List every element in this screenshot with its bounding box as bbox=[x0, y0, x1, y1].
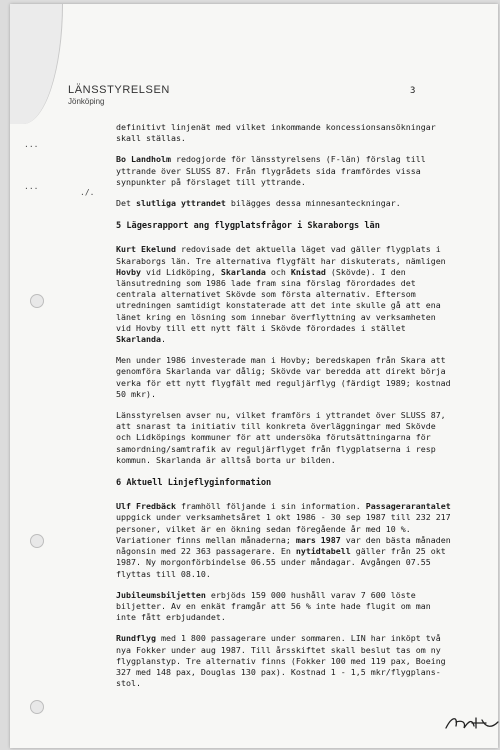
bold-term: mars 1987 bbox=[295, 534, 341, 545]
paragraph-final-statement bbox=[116, 198, 451, 209]
section-5-paragraph-2: Men under 1986 investerade man i Hovby; beredskapen från Skara att genomföra Skarlanda var dålig; Skövde var beredda att direkt börja verka för ett nytt flygfält med reguljärflyg (färdigt 1989; kostnad 50 mkr). bbox=[116, 355, 451, 399]
margin-dots: ... bbox=[24, 140, 39, 149]
text-span: framhöll följande i sin information. bbox=[175, 501, 366, 512]
margin-dots: ... bbox=[24, 182, 39, 191]
text-span: redovisade det aktuella läget vad gäller flygplats i Skaraborgs län. Tre alternativa flygfält har diskuterats, nämligen bbox=[116, 244, 446, 266]
punch-hole bbox=[30, 294, 44, 308]
text-span: var den bästa månaden någonsin med 22 363 passagerare. En bbox=[116, 534, 451, 557]
person-name: Ulf Fredbäck bbox=[116, 501, 176, 512]
bold-term: Hovby bbox=[116, 266, 141, 277]
punch-hole bbox=[30, 534, 44, 548]
folded-corner bbox=[10, 4, 63, 124]
paragraph-landholm bbox=[116, 154, 451, 188]
paragraph-intro: definitivt linjenät med vilket inkommande koncessionsansökningar skall ställas. bbox=[116, 122, 436, 144]
organization-location: Jönköping bbox=[68, 97, 105, 106]
person-name: Bo Landholm bbox=[116, 154, 171, 165]
section-5-heading: 5 Lägesrapport ang flygplatsfrågor i Skaraborgs län bbox=[116, 221, 380, 232]
text-span: Det bbox=[116, 198, 136, 209]
paragraph-text: erbjöds 159 000 hushåll varav 7 600 löste biljetter. Av en enkät framgår att 56 % inte hade flugit om man inte fått erbjudandet. bbox=[116, 589, 431, 623]
section-6-paragraph-3 bbox=[116, 633, 451, 689]
section-6-paragraph-2 bbox=[116, 590, 451, 624]
paragraph-text: redogjorde för länsstyrelsens (F-län) förslag till yttrande över SLUSS 87. Från flygrådets sida framfördes vissa synpunkter på förslaget till yttrande. bbox=[116, 154, 426, 187]
text-span: bilägges dessa minnesanteckningar. bbox=[225, 198, 401, 209]
bold-term: Jubileumsbiljetten bbox=[116, 589, 206, 600]
text-span: och bbox=[265, 266, 291, 277]
text-span: . bbox=[160, 334, 166, 345]
section-6-paragraph-1 bbox=[116, 501, 451, 579]
section-6-heading: 6 Aktuell Linjeflyginformation bbox=[116, 478, 272, 489]
organization-name: LÄNSSTYRELSEN bbox=[68, 84, 170, 96]
bold-term: nytidtabell bbox=[295, 546, 351, 557]
punch-hole bbox=[30, 700, 44, 714]
bold-term: slutliga yttrandet bbox=[135, 198, 226, 209]
text-span: uppgick under verksamhetsåret 1 okt 1986 - 30 sep 1987 till 232 217 personer, vilket är en ökning sedan föregående år med 10 %. Variationer finns mellan månaderna; bbox=[116, 512, 451, 545]
margin-reference: ./. bbox=[80, 188, 95, 197]
bold-term: Knistad bbox=[290, 266, 326, 277]
bold-term: Skarlanda bbox=[220, 266, 266, 277]
document-page bbox=[10, 4, 498, 748]
person-name: Kurt Ekelund bbox=[116, 244, 176, 255]
text-span: (Skövde). I den länsutredning som 1986 lade fram sina förslag förordades det centrala alternativet Skövde som första alternativ. Eftersom utredningen samtidigt konstaterade att det inte skulle gå att ena länet kring en lösning som innebar överflyttning av verksamheten vid Hovby till ett nytt fält i Skövde förordades i stället bbox=[116, 266, 441, 333]
bold-term: Passagerarantalet bbox=[365, 501, 451, 512]
bold-term: Skarlanda bbox=[116, 334, 161, 345]
section-5-paragraph-1 bbox=[116, 244, 451, 345]
bold-term: Rundflyg bbox=[116, 633, 156, 644]
document-body bbox=[116, 122, 451, 699]
text-span: gäller från 25 okt 1987. Ny morgonförbindelse 06.55 under måndagar. Avgången 07.55 flyttas till 08.10. bbox=[116, 546, 446, 579]
section-5-paragraph-3: Länsstyrelsen avser nu, vilket framförs i yttrandet över SLUSS 87, att snarast ta initiativ till konkreta överläggningar med Skövde och Lidköpings kommuner för att undersöka förutsättningarna för samordning/samtrafik av reguljärflyget från flygplatserna i resp kommun. Skarlanda är alltså borta ur bilden. bbox=[116, 410, 446, 465]
text-span: vid Lidköping, bbox=[140, 266, 221, 277]
paragraph-text: med 1 800 passagerare under sommaren. LIN har inköpt två nya Fokker under aug 1987. Till årsskiftet skall beslut tas om ny flygplanstyp. Tre alternativ finns (Fokker 100 med 119 pax, Boeing 327 med 148 pax, Douglas 130 pax). Kostnad 1 - 1,5 mkr/flygplans-stol. bbox=[116, 633, 446, 689]
page-number: 3 bbox=[410, 86, 416, 96]
handwritten-initials bbox=[442, 712, 500, 734]
